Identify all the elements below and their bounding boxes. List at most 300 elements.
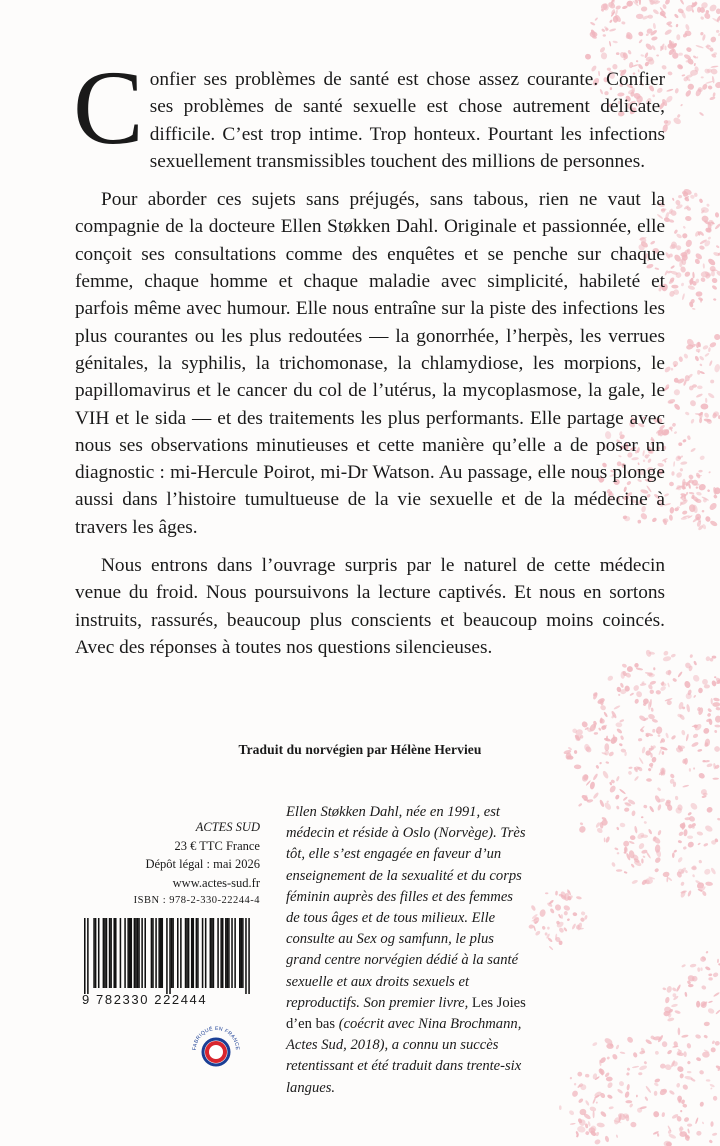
speckle bbox=[648, 15, 654, 19]
barcode-bar bbox=[180, 918, 182, 988]
speckle bbox=[643, 1061, 647, 1065]
speckle bbox=[693, 695, 696, 699]
speckle bbox=[646, 778, 652, 782]
speckle bbox=[655, 690, 661, 695]
speckle bbox=[541, 925, 545, 930]
speckle bbox=[563, 904, 571, 911]
speckle bbox=[716, 30, 720, 34]
speckle bbox=[679, 0, 684, 5]
speckle bbox=[615, 1044, 619, 1049]
speckle bbox=[696, 1001, 700, 1008]
speckle bbox=[678, 53, 683, 56]
first-book-title: Les Joies d’en bas bbox=[286, 994, 526, 1033]
speckle bbox=[678, 1027, 681, 1035]
speckle bbox=[576, 1071, 583, 1078]
speckle bbox=[669, 507, 674, 514]
speckle bbox=[675, 796, 679, 801]
speckle bbox=[599, 46, 606, 53]
barcode-bar bbox=[98, 918, 100, 988]
speckle bbox=[563, 927, 568, 932]
barcode-bar bbox=[222, 918, 224, 988]
speckle bbox=[592, 1098, 596, 1104]
speckle bbox=[530, 905, 536, 912]
speckle bbox=[652, 8, 659, 15]
speckle bbox=[687, 1060, 692, 1065]
speckle bbox=[672, 852, 675, 858]
speckle bbox=[609, 19, 613, 23]
barcode-bar bbox=[115, 918, 117, 988]
barcode-bar bbox=[151, 918, 153, 988]
speckle bbox=[673, 229, 678, 234]
speckle bbox=[695, 1034, 702, 1040]
speckle bbox=[678, 831, 684, 837]
speckle bbox=[671, 471, 674, 475]
speckle bbox=[707, 708, 712, 713]
speckle bbox=[592, 692, 598, 700]
speckle bbox=[621, 21, 626, 25]
speckle bbox=[703, 263, 705, 268]
speckle bbox=[605, 761, 609, 764]
speckle bbox=[624, 1091, 630, 1099]
speckle bbox=[558, 927, 565, 934]
speckle bbox=[696, 1057, 702, 1062]
speckle bbox=[689, 492, 695, 495]
speckle bbox=[693, 55, 697, 59]
speckle bbox=[604, 1135, 609, 1142]
barcode-bar bbox=[138, 918, 140, 988]
barcode-bar bbox=[177, 918, 179, 988]
speckle bbox=[685, 734, 689, 742]
speckle bbox=[571, 923, 576, 930]
speckle bbox=[709, 47, 714, 53]
speckle bbox=[570, 1123, 576, 1125]
speckle bbox=[708, 471, 711, 474]
speckle bbox=[686, 704, 691, 713]
speckle bbox=[638, 757, 643, 764]
speckle bbox=[549, 908, 555, 914]
speckle bbox=[667, 682, 670, 687]
speckle bbox=[598, 727, 602, 731]
barcode-bar bbox=[158, 918, 160, 988]
speckle bbox=[704, 1021, 710, 1026]
speckle bbox=[622, 796, 628, 801]
speckle bbox=[620, 735, 624, 740]
speckle bbox=[702, 1121, 705, 1124]
speckle bbox=[634, 826, 638, 834]
speckle bbox=[631, 810, 636, 816]
speckle bbox=[626, 666, 633, 673]
speckle bbox=[599, 762, 602, 765]
speckle bbox=[681, 730, 686, 736]
speckle bbox=[700, 32, 704, 36]
barcode-bar bbox=[95, 918, 97, 988]
speckle bbox=[626, 1036, 634, 1044]
speckle bbox=[569, 1076, 572, 1079]
speckle bbox=[708, 977, 712, 980]
barcode-bar bbox=[205, 918, 207, 988]
speckle bbox=[712, 1132, 718, 1136]
barcode-bar bbox=[171, 918, 173, 988]
speckle bbox=[669, 1089, 676, 1095]
publisher-name: ACTES SUD bbox=[195, 820, 260, 834]
blurb-paragraph-1 bbox=[73, 49, 665, 175]
speckle bbox=[654, 868, 659, 873]
speckle bbox=[714, 724, 720, 727]
speckle bbox=[641, 6, 648, 12]
speckle bbox=[692, 674, 701, 683]
barcode-bar bbox=[196, 918, 198, 988]
speckle bbox=[624, 871, 628, 874]
speckle bbox=[676, 24, 679, 28]
speckle bbox=[622, 5, 628, 10]
speckle bbox=[699, 455, 705, 461]
speckle bbox=[672, 987, 677, 992]
speckle bbox=[672, 197, 675, 201]
speckle bbox=[682, 707, 685, 710]
speckle bbox=[693, 767, 695, 769]
barcode-bar bbox=[228, 918, 230, 988]
speckle bbox=[706, 203, 710, 207]
barcode-bar bbox=[93, 918, 95, 988]
speckle bbox=[713, 1096, 718, 1101]
barcode-bar bbox=[185, 918, 187, 988]
speckle bbox=[687, 835, 693, 839]
barcode-bar bbox=[160, 918, 162, 988]
speckle bbox=[677, 114, 681, 119]
speckle bbox=[663, 1140, 672, 1146]
speckle bbox=[676, 984, 682, 992]
speckle bbox=[599, 704, 606, 711]
speckle bbox=[659, 685, 666, 692]
speckle bbox=[629, 692, 634, 696]
speckle bbox=[707, 489, 710, 492]
speckle bbox=[689, 768, 691, 772]
speckle bbox=[609, 28, 617, 32]
speckle bbox=[714, 364, 720, 373]
speckle bbox=[602, 770, 610, 779]
speckle bbox=[697, 370, 700, 375]
speckle bbox=[685, 411, 690, 416]
speckle bbox=[695, 45, 704, 49]
speckle bbox=[708, 502, 718, 512]
speckle bbox=[618, 694, 620, 696]
speckle bbox=[685, 239, 693, 248]
speckle bbox=[589, 1106, 597, 1112]
speckle bbox=[696, 1131, 702, 1136]
barcode bbox=[82, 918, 262, 994]
speckle bbox=[676, 1065, 684, 1073]
speckle bbox=[713, 333, 720, 342]
speckle bbox=[708, 347, 711, 352]
speckle bbox=[682, 510, 688, 515]
speckle bbox=[576, 896, 582, 900]
speckle bbox=[684, 89, 692, 97]
speckle bbox=[681, 74, 685, 77]
barcode-bar bbox=[155, 918, 157, 988]
speckle bbox=[683, 353, 689, 359]
speckle bbox=[666, 985, 673, 993]
speckle bbox=[667, 71, 672, 76]
speckle bbox=[683, 846, 687, 850]
speckle bbox=[709, 341, 717, 348]
speckle bbox=[657, 830, 662, 836]
speckle bbox=[689, 399, 697, 407]
speckle bbox=[716, 245, 720, 249]
speckle bbox=[630, 863, 635, 868]
speckle bbox=[617, 1088, 624, 1094]
speckle bbox=[683, 680, 691, 689]
speckle bbox=[715, 212, 720, 218]
speckle bbox=[595, 765, 599, 770]
speckle bbox=[708, 1139, 713, 1144]
speckle bbox=[628, 767, 632, 769]
barcode-bar bbox=[227, 918, 229, 988]
barcode-bar bbox=[103, 918, 105, 988]
barcode-bar bbox=[186, 918, 188, 988]
speckle bbox=[698, 772, 706, 780]
speckle bbox=[707, 236, 711, 240]
speckle bbox=[715, 715, 720, 722]
speckle bbox=[638, 31, 644, 37]
speckle bbox=[631, 879, 638, 884]
speckle bbox=[616, 728, 623, 735]
speckle bbox=[712, 778, 719, 780]
speckle bbox=[665, 669, 672, 675]
speckle bbox=[626, 1084, 630, 1091]
speckle bbox=[654, 1050, 659, 1055]
speckle bbox=[636, 14, 644, 19]
speckle bbox=[592, 1041, 598, 1046]
speckle bbox=[662, 871, 670, 877]
speckle bbox=[547, 927, 550, 930]
speckle bbox=[687, 1128, 690, 1133]
speckle bbox=[711, 680, 717, 687]
blurb-paragraph-3: Nous entrons dans l’ouvrage surpris par le naturel de cette médecin venue du froid. Nous poursuivons la lecture captivés. Et nous en sortons instruits, rassurés, beaucoup plus conscients et beaucoup moins coincés. Avec des réponses à toutes nos questions silencieuses. bbox=[75, 555, 665, 658]
speckle bbox=[676, 34, 680, 40]
speckle bbox=[687, 890, 692, 897]
speckle bbox=[615, 5, 621, 11]
speckle bbox=[689, 802, 698, 811]
speckle bbox=[592, 773, 598, 781]
speckle bbox=[652, 1110, 660, 1118]
speckle bbox=[644, 1096, 648, 1101]
speckle bbox=[662, 4, 667, 10]
barcode-bar bbox=[220, 918, 222, 988]
speckle bbox=[601, 52, 608, 59]
speckle bbox=[612, 40, 618, 43]
speckle bbox=[702, 679, 709, 686]
speckle bbox=[692, 874, 695, 878]
speckle bbox=[606, 1056, 610, 1060]
speckle bbox=[700, 276, 706, 282]
speckle bbox=[687, 435, 692, 440]
speckle bbox=[593, 1111, 595, 1119]
speckle bbox=[599, 799, 605, 807]
barcode-bar bbox=[87, 918, 89, 994]
speckle bbox=[629, 1103, 634, 1108]
speckle bbox=[619, 788, 626, 794]
speckle bbox=[669, 773, 675, 779]
speckle bbox=[607, 1094, 614, 1100]
speckle bbox=[682, 293, 686, 300]
speckle bbox=[615, 722, 622, 727]
speckle bbox=[632, 1052, 638, 1058]
speckle bbox=[687, 1071, 692, 1073]
speckle bbox=[681, 282, 685, 286]
speckle bbox=[681, 232, 688, 239]
barcode-bar bbox=[239, 918, 241, 988]
speckle bbox=[705, 80, 713, 84]
speckle bbox=[681, 964, 686, 968]
barcode-bar bbox=[248, 918, 250, 994]
speckle bbox=[696, 831, 703, 836]
publisher-info bbox=[90, 818, 260, 911]
speckle bbox=[676, 233, 683, 239]
speckle bbox=[607, 675, 614, 682]
speckle bbox=[715, 1009, 720, 1014]
speckle bbox=[594, 17, 598, 21]
barcode-bar bbox=[242, 918, 244, 988]
speckle bbox=[714, 730, 717, 734]
speckle bbox=[705, 515, 712, 522]
speckle bbox=[696, 491, 702, 496]
isbn: ISBN : 978-2-330-22244-4 bbox=[133, 895, 260, 907]
speckle bbox=[716, 8, 720, 14]
speckle bbox=[555, 891, 558, 896]
barcode-bar bbox=[213, 918, 215, 988]
speckle bbox=[647, 767, 651, 771]
speckle bbox=[629, 840, 635, 844]
speckle bbox=[539, 909, 547, 918]
speckle bbox=[700, 967, 703, 971]
speckle bbox=[649, 805, 655, 812]
barcode-bar bbox=[137, 918, 139, 988]
speckle bbox=[654, 856, 662, 864]
speckle bbox=[664, 1064, 672, 1071]
speckle bbox=[705, 656, 711, 662]
speckle bbox=[669, 482, 674, 487]
speckle bbox=[628, 770, 633, 775]
speckle bbox=[709, 360, 713, 366]
barcode-bar bbox=[225, 918, 227, 988]
speckle bbox=[687, 84, 694, 90]
speckle bbox=[594, 732, 599, 735]
speckle bbox=[666, 88, 673, 92]
speckle bbox=[683, 225, 687, 229]
speckle bbox=[672, 677, 677, 682]
speckle bbox=[606, 1081, 613, 1089]
speckle bbox=[704, 760, 710, 763]
speckle bbox=[701, 76, 704, 78]
speckle bbox=[674, 13, 680, 19]
speckle bbox=[624, 807, 630, 812]
speckle bbox=[600, 1110, 608, 1118]
speckle bbox=[653, 1082, 659, 1087]
speckle bbox=[695, 291, 702, 297]
speckle bbox=[641, 816, 644, 818]
speckle bbox=[579, 822, 583, 826]
speckle bbox=[697, 967, 700, 972]
speckle bbox=[616, 1134, 619, 1138]
speckle bbox=[687, 1124, 692, 1127]
speckle bbox=[701, 985, 707, 991]
speckle bbox=[635, 690, 643, 698]
speckle bbox=[572, 912, 577, 917]
blurb-text bbox=[73, 49, 665, 661]
speckle bbox=[662, 987, 666, 990]
speckle bbox=[589, 31, 598, 38]
author-bio-text-1: Ellen Støkken Dahl, née en 1991, est médecin et réside à Oslo (Norvège). Très tôt, elle s’est engagée en faveur d’un enseignement de la sexualité et du corps féminin auprès des filles et des femmes de tous âges et de tous milieux. Elle consulte au Sex og samfunn, le plus grand centre norvégien dédié à la santé sexuelle et aux droits sexuels et reproductifs. Son premier livre, bbox=[286, 804, 526, 1011]
speckle bbox=[625, 1100, 632, 1103]
speckle bbox=[645, 1085, 652, 1093]
translator-credit: Traduit du norvégien par Hélène Hervieu bbox=[238, 742, 482, 757]
speckle bbox=[644, 821, 648, 824]
speckle bbox=[626, 1072, 630, 1076]
speckle bbox=[690, 963, 697, 967]
speckle bbox=[638, 1072, 642, 1075]
speckle bbox=[545, 932, 548, 935]
speckle bbox=[714, 676, 716, 678]
speckle bbox=[712, 972, 719, 978]
drop-cap: C bbox=[73, 49, 144, 166]
barcode-bar bbox=[202, 918, 204, 988]
speckle bbox=[688, 474, 695, 481]
speckle bbox=[630, 835, 636, 840]
speckle bbox=[705, 398, 707, 403]
speckle bbox=[709, 96, 716, 101]
speckle bbox=[609, 41, 612, 47]
speckle bbox=[694, 63, 696, 67]
barcode-bar bbox=[120, 918, 122, 988]
speckle bbox=[668, 426, 673, 430]
speckle bbox=[681, 822, 686, 830]
speckle bbox=[609, 785, 617, 794]
speckle bbox=[621, 663, 627, 668]
author-bio bbox=[286, 802, 530, 1099]
speckle bbox=[705, 951, 708, 954]
speckle bbox=[616, 827, 619, 831]
author-bio-text-2: (coécrit avec Nina Brochmann, Actes Sud, 2018), a connu un succès retentissant et été traduit dans trente-six langues. bbox=[286, 1016, 522, 1096]
speckle bbox=[699, 418, 702, 424]
speckle bbox=[645, 1038, 653, 1045]
speckle bbox=[657, 734, 660, 737]
speckle bbox=[661, 1041, 668, 1048]
speckle bbox=[670, 734, 676, 740]
speckle bbox=[665, 732, 669, 738]
fabrique-label: FABRIQUÉ EN FRANCE bbox=[191, 1025, 241, 1051]
speckle bbox=[578, 825, 587, 834]
speckle bbox=[630, 1122, 637, 1128]
barcode-bar bbox=[234, 918, 236, 988]
speckle bbox=[578, 803, 583, 807]
blurb-paragraph-1-text: onfier ses problèmes de santé est chose assez courante. Confier ses problèmes de santé sexuelle est chose autrement délicate, difficile. C’est trop intime. Trop honteux. Pourtant les infections sexuellement transmissibles touchent des millions de personnes. bbox=[149, 69, 665, 172]
speckle bbox=[641, 858, 644, 863]
speckle bbox=[697, 385, 703, 389]
speckle bbox=[594, 1138, 601, 1145]
speckle bbox=[708, 973, 712, 976]
speckle bbox=[707, 712, 712, 717]
speckle bbox=[703, 1034, 708, 1039]
price: 23 € TTC France bbox=[174, 838, 260, 853]
speckle bbox=[554, 903, 562, 912]
speckle bbox=[690, 447, 696, 452]
speckle bbox=[596, 1122, 605, 1128]
speckle bbox=[655, 726, 663, 735]
speckle bbox=[706, 806, 714, 814]
speckle bbox=[669, 514, 674, 521]
barcode-bar bbox=[135, 918, 137, 988]
speckle bbox=[695, 393, 703, 398]
